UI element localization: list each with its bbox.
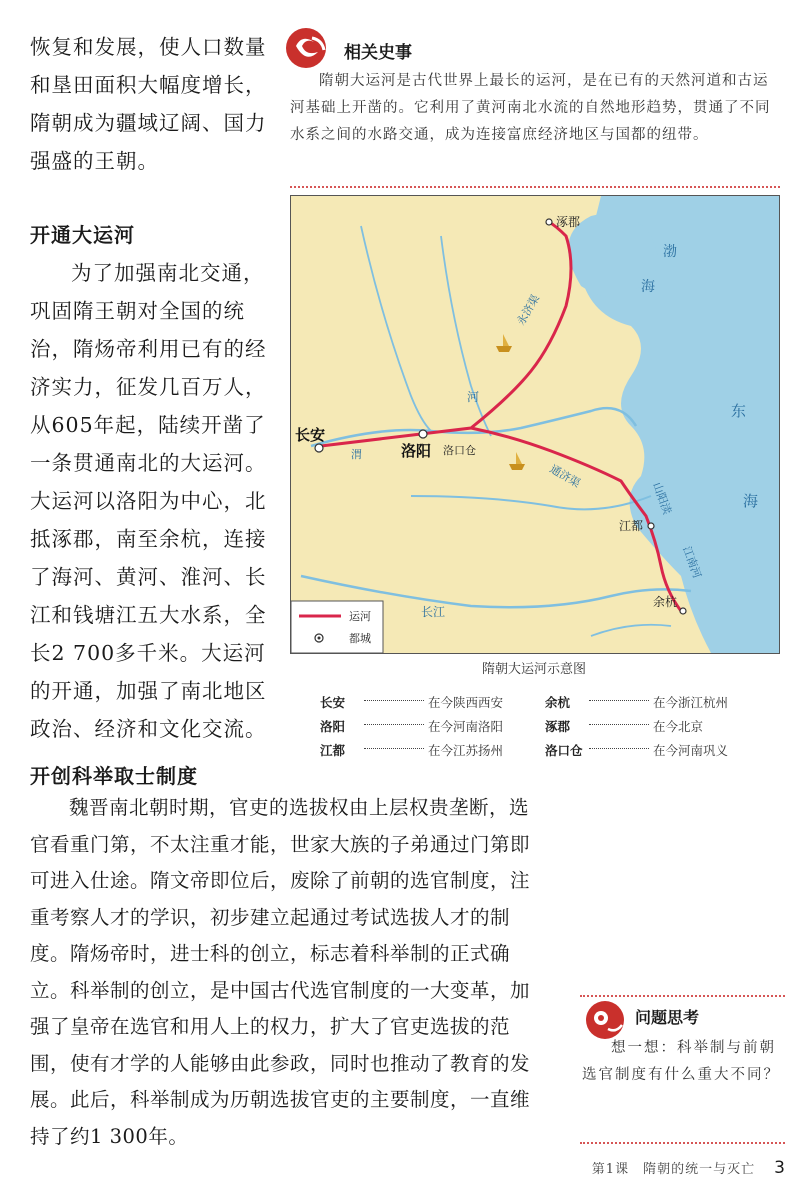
question-divider-bottom xyxy=(580,1142,785,1144)
label-luokoucang: 洛口仓 xyxy=(443,444,476,457)
place-name: 洛口仓 xyxy=(545,743,583,758)
place-modern: 在今河南巩义 xyxy=(653,743,729,758)
place-row xyxy=(320,738,770,762)
left-column xyxy=(30,28,268,748)
related-history-icon xyxy=(282,24,336,72)
place-name-table xyxy=(320,690,770,762)
question-title: 问题思考 xyxy=(635,1008,700,1027)
label-zhuojun: 涿郡 xyxy=(556,215,581,229)
place-name: 余杭 xyxy=(545,695,571,710)
map-svg xyxy=(291,196,779,653)
place-modern: 在今江苏扬州 xyxy=(428,743,504,758)
keju-section-title: 开创科举取士制度 xyxy=(30,764,198,788)
label-jiang: 长江 xyxy=(421,605,446,619)
city-marker-jiangdu xyxy=(648,523,654,529)
label-hai2: 海 xyxy=(743,492,759,510)
boat-icon xyxy=(496,334,512,352)
label-wei: 渭 xyxy=(351,448,362,461)
label-he: 河 xyxy=(467,390,480,404)
question-body: 想一想：科举制与前朝选官制度有什么重大不同？ xyxy=(582,1040,780,1083)
label-yongji: 永济渠 xyxy=(514,292,543,328)
label-jiangdu: 江都 xyxy=(619,519,644,533)
label-jiangnan: 江南河 xyxy=(680,544,704,581)
place-name: 长安 xyxy=(320,695,346,710)
qiantang-river xyxy=(591,625,671,636)
place-name: 江都 xyxy=(320,743,346,758)
related-history-body: 隋朝大运河是古代世界上最长的运河，是在已有的天然河道和古运河基础上开凿的。它利用了黄河南北水流的自然地形趋势，贯通了不同水系之间的水路交通，成为连接富庶经济地区与国都的纽带。 xyxy=(290,73,771,143)
place-modern: 在今陕西西安 xyxy=(428,695,504,710)
label-yuhang: 余杭 xyxy=(653,595,678,609)
city-marker-zhuojun xyxy=(546,219,552,225)
place-row xyxy=(320,690,770,714)
canal-section-body: 为了加强南北交通，巩固隋王朝对全国的统治，隋炀帝利用已有的经济实力，征发几百万人，从605年起，陆续开凿了一条贯通南北的大运河。大运河以洛阳为中心，北抵涿郡，南至余杭，连接了海河、黄河、淮河、长江和钱塘江五大水系，全长2 700多千米。大运河的开通，加强了南北地区政治、经济和文化交流。 xyxy=(30,261,267,741)
place-modern: 在今河南洛阳 xyxy=(428,719,504,734)
related-history-box xyxy=(282,22,782,192)
sidebar-divider xyxy=(290,186,780,188)
place-row xyxy=(320,714,770,738)
place-modern: 在今浙江杭州 xyxy=(653,695,729,710)
question-box xyxy=(580,995,785,1145)
river-north-1 xyxy=(361,226,431,431)
place-modern: 在今北京 xyxy=(653,719,704,734)
city-marker-yuhang xyxy=(680,608,686,614)
label-shanyang: 山阳渎 xyxy=(650,480,674,517)
page-number: 3 xyxy=(774,1158,785,1178)
label-changan: 长安 xyxy=(295,426,326,444)
label-bo: 渤 xyxy=(663,244,677,260)
related-history-title: 相关史事 xyxy=(344,43,412,63)
label-dong: 东 xyxy=(731,402,747,420)
legend-canal-label: 运河 xyxy=(349,610,371,623)
city-marker-changan xyxy=(315,444,323,452)
keju-section-body: 魏晋南北朝时期，官吏的选拔权由上层权贵垄断，选官看重门第，不太注重才能，世家大族的子弟通过门第即可进入仕途。隋文帝即位后，废除了前朝的选官制度，注重考察人才的学识，初步建立起通过考试选拔人才的制度。隋炀帝时，进士科的创立，标志着科举制的正式确立。科举制的创立，是中国古代选官制度的一大变革，加强了皇帝在选官和用人上的权力，扩大了官吏选拔的范围，使有才学的人能够由此参政，同时也推动了教育的发展。此后，科举制成为历朝选拔官吏的主要制度，一直维持了约1 300年。 xyxy=(30,796,531,1148)
canal-section-title: 开通大运河 xyxy=(30,223,135,247)
page-footer xyxy=(520,1158,785,1178)
place-name: 洛阳 xyxy=(320,719,346,734)
footer-lesson: 第1课 隋朝的统一与灭亡 xyxy=(591,1162,756,1177)
intro-paragraph: 恢复和发展，使人口数量和垦田面积大幅度增长，隋朝成为疆域辽阔、国力强盛的王朝。 xyxy=(30,35,267,173)
huai-river xyxy=(411,496,651,509)
map-legend xyxy=(291,601,383,653)
map-caption: 隋朝大运河示意图 xyxy=(481,662,586,677)
river-north-2 xyxy=(441,236,491,436)
grand-canal-map xyxy=(290,195,780,654)
place-name: 涿郡 xyxy=(545,719,571,734)
label-hai1: 海 xyxy=(641,279,655,295)
label-tongji: 通济渠 xyxy=(547,462,583,491)
legend-city-label: 都城 xyxy=(349,632,371,645)
boat-icon xyxy=(509,452,525,470)
label-luoyang: 洛阳 xyxy=(401,442,432,460)
city-marker-luoyang xyxy=(419,430,427,438)
